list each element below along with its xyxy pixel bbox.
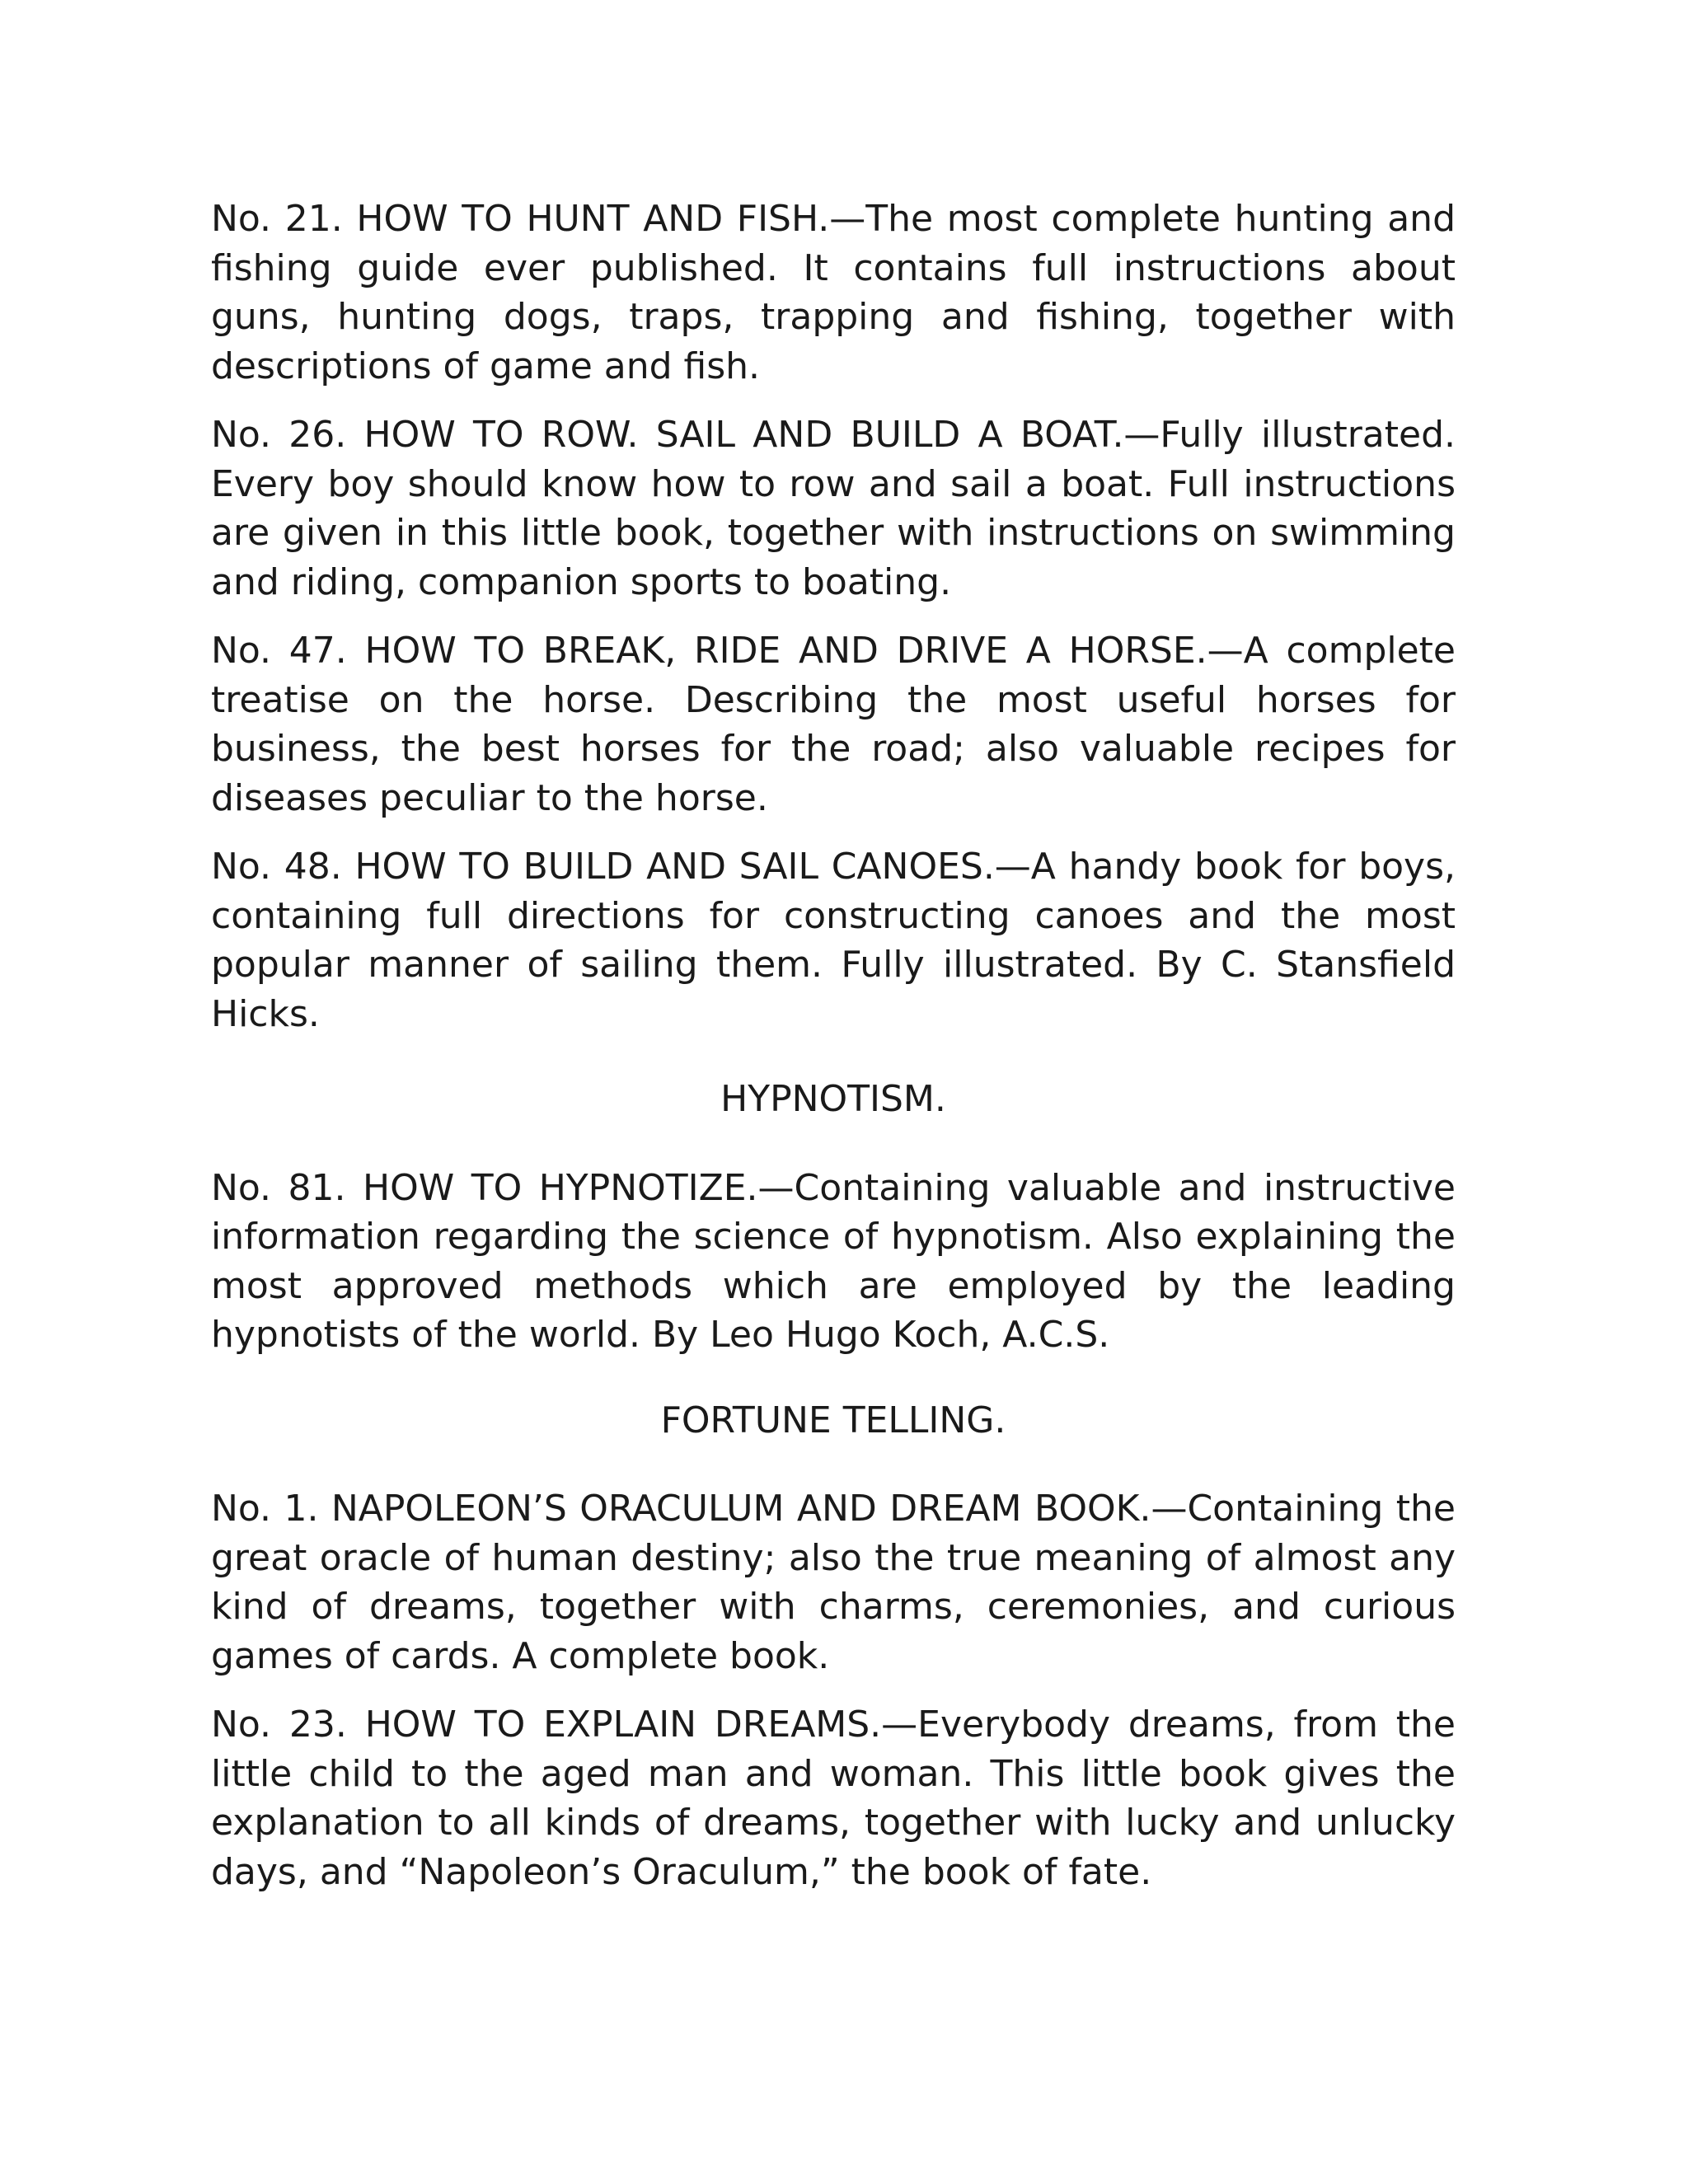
entry-no-47: No. 47. HOW TO BREAK, RIDE AND DRIVE A HORSE.—A complete treatise on the horse. Describing the most useful horses for business, the best horses for the road; also valuable recipes for diseases peculiar to the horse. (211, 630, 1456, 819)
section-heading-hypnotism: HYPNOTISM. (720, 1078, 946, 1120)
entry-no-21: No. 21. HOW TO HUNT AND FISH.—The most complete hunting and fishing guide ever published. It contains full instructions about guns, hunting dogs, traps, trapping and fishing, together with descriptions of game and fish. (211, 198, 1456, 387)
entry-no-23: No. 23. HOW TO EXPLAIN DREAMS.—Everybody dreams, from the little child to the aged man and woman. This little book gives the explanation to all kinds of dreams, together with lucky and unlucky days, and “Napoleon’s Oraculum,” the book of fate. (211, 1704, 1456, 1893)
section-heading-fortune-telling: FORTUNE TELLING. (660, 1399, 1006, 1441)
document-page (211, 194, 1456, 1916)
entry-no-81: No. 81. HOW TO HYPNOTIZE.—Containing valuable and instructive information regarding the science of hypnotism. Also explaining the most approved methods which are employed by the leading hypnotists of the world. By Leo Hugo Koch, A.C.S. (211, 1166, 1456, 1356)
entry-no-26: No. 26. HOW TO ROW. SAIL AND BUILD A BOAT.—Fully illustrated. Every boy should know how to row and sail a boat. Full instructions are given in this little book, together with instructions on swimming and riding, companion sports to boating. (211, 414, 1456, 603)
entry-no-1: No. 1. NAPOLEON’S ORACULUM AND DREAM BOOK.—Containing the great oracle of human destiny; also the true meaning of almost any kind of dreams, together with charms, ceremonies, and curious games of cards. A complete book. (211, 1488, 1456, 1677)
entry-no-48: No. 48. HOW TO BUILD AND SAIL CANOES.—A handy book for boys, containing full directions for constructing canoes and the most popular manner of sailing them. Fully illustrated. By C. Stansfield Hicks. (211, 846, 1456, 1035)
